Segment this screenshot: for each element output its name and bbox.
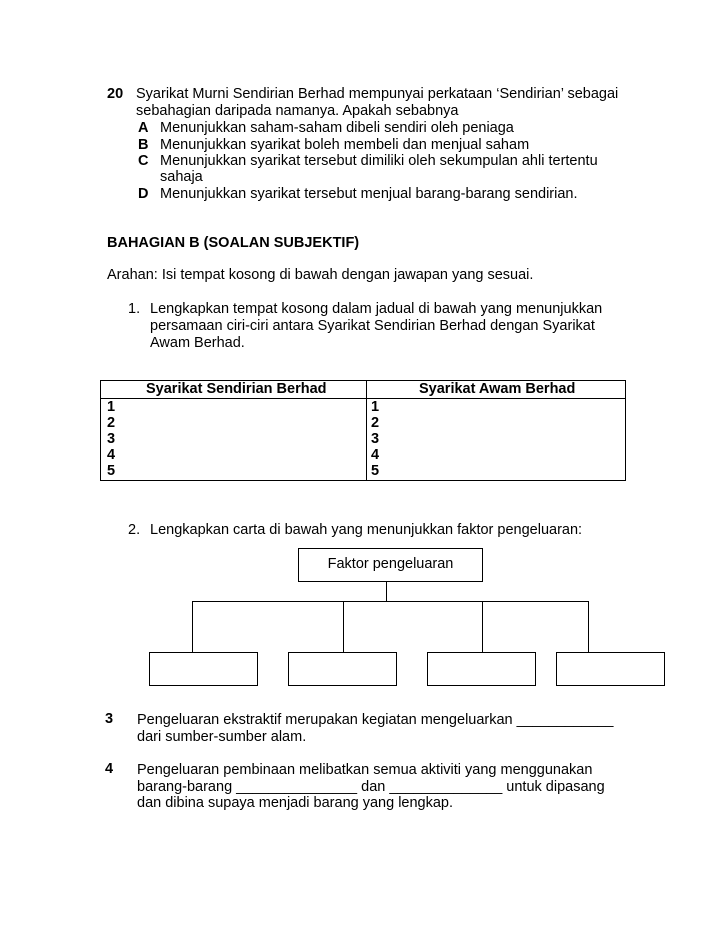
question-1-line2: persamaan ciri-ciri antara Syarikat Sendirian Berhad dengan Syarikat [150, 318, 595, 334]
table-row-number-right-4: 4 [371, 447, 380, 463]
section-b-heading: BAHAGIAN B (SOALAN SUBJEKTIF) [107, 235, 360, 251]
chart-drop-line-3 [482, 601, 483, 653]
table-row-number-left-3: 3 [107, 431, 116, 447]
option-d-letter: D [138, 186, 149, 202]
table-row-number-right-3: 3 [371, 431, 380, 447]
option-c-text-line1: Menunjukkan syarikat tersebut dimiliki oleh sekumpulan ahli tertentu [160, 153, 598, 169]
question-2-text: Lengkapkan carta di bawah yang menunjukkan faktor pengeluaran: [150, 522, 583, 538]
table-row-number-left-2: 2 [107, 415, 116, 431]
option-b-text: Menunjukkan syarikat boleh membeli dan menjual saham [160, 137, 530, 153]
option-b-letter: B [138, 137, 149, 153]
chart-drop-line-4 [588, 601, 589, 653]
chart-root-connector [386, 582, 387, 602]
table-row-number-right-1: 1 [371, 399, 380, 415]
chart-answer-box-4[interactable] [556, 652, 665, 686]
question-1-line1: Lengkapkan tempat kosong dalam jadual di bawah yang menunjukkan [150, 301, 603, 317]
option-c-letter: C [138, 153, 149, 169]
question-3-line1: Pengeluaran ekstraktif merupakan kegiatan mengeluarkan ____________ [137, 712, 614, 728]
question-3-line2: dari sumber-sumber alam. [137, 729, 307, 745]
chart-branch-line [192, 601, 589, 602]
option-c-text-line2: sahaja [160, 169, 203, 185]
chart-answer-box-1[interactable] [149, 652, 258, 686]
comparison-table [100, 380, 626, 481]
question-20-number: 20 [107, 86, 124, 102]
option-a-letter: A [138, 120, 149, 136]
option-a-text: Menunjukkan saham-saham dibeli sendiri oleh peniaga [160, 120, 514, 136]
question-2-number: 2. [128, 522, 141, 538]
option-d-text: Menunjukkan syarikat tersebut menjual barang-barang sendirian. [160, 186, 578, 202]
chart-root-box [298, 548, 483, 582]
question-4-line3: dan dibina supaya menjadi barang yang lengkap. [137, 795, 454, 811]
question-4-line2: barang-barang _______________ dan ______________ untuk dipasang [137, 779, 605, 795]
table-header-sendirian: Syarikat Sendirian Berhad [146, 381, 327, 397]
section-b-instruction: Arahan: Isi tempat kosong di bawah dengan jawapan yang sesuai. [107, 267, 534, 283]
question-4-line1: Pengeluaran pembinaan melibatkan semua aktiviti yang menggunakan [137, 762, 593, 778]
table-header-awam: Syarikat Awam Berhad [419, 381, 576, 397]
table-row-number-left-1: 1 [107, 399, 116, 415]
question-3-number: 3 [105, 711, 114, 727]
chart-drop-line-1 [192, 601, 193, 653]
chart-root-label: Faktor pengeluaran [327, 556, 454, 572]
chart-drop-line-2 [343, 601, 344, 653]
question-20-stem-line2: sebahagian daripada namanya. Apakah sebabnya [136, 103, 459, 119]
table-row-number-left-5: 5 [107, 463, 116, 479]
question-20-stem-line1: Syarikat Murni Sendirian Berhad mempunyai perkataan ‘Sendirian’ sebagai [136, 86, 619, 102]
question-1-number: 1. [128, 301, 141, 317]
table-row-number-right-2: 2 [371, 415, 380, 431]
table-column-divider [366, 381, 367, 480]
table-row-number-left-4: 4 [107, 447, 116, 463]
chart-answer-box-2[interactable] [288, 652, 397, 686]
table-row-number-right-5: 5 [371, 463, 380, 479]
table-header-divider [101, 398, 625, 399]
question-1-line3: Awam Berhad. [150, 335, 245, 351]
chart-answer-box-3[interactable] [427, 652, 536, 686]
question-4-number: 4 [105, 761, 114, 777]
